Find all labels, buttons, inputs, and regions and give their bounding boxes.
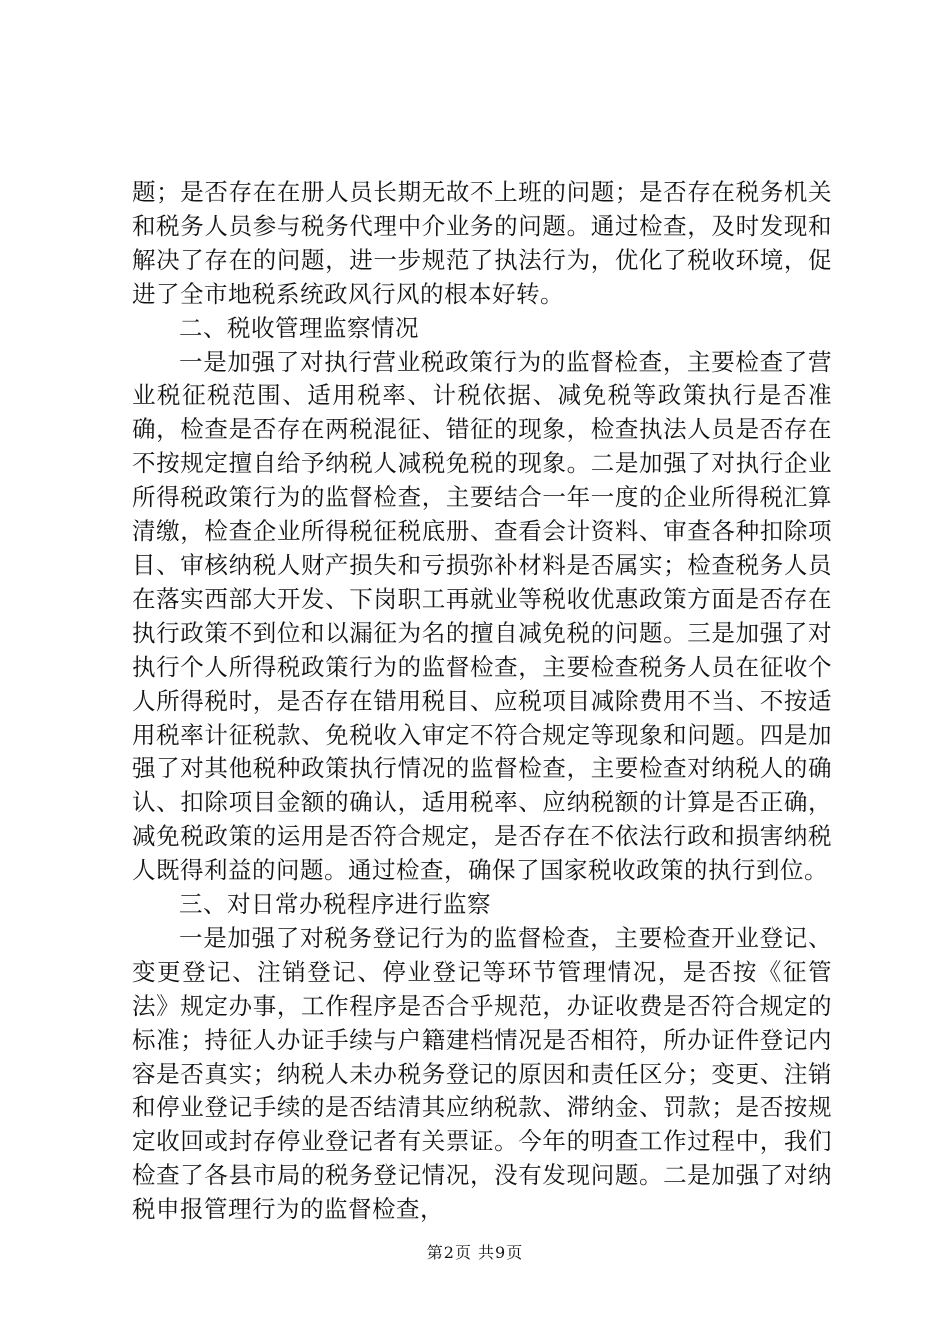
paragraph-tax-procedure: 一是加强了对税务登记行为的监督检查，主要检查开业登记、变更登记、注销登记、停业登记等环节管理情况，是否按《征管法》规定办事，工作程序是否合乎规范，办证收费是否符合规定的标准；持征人办证手续与户籍建档情况是否相符，所办证件登记内容是否真实；纳税人未办税务登记的原因和责任区分；变更、注销和停业登记手续的是否结清其应纳税款、滞纳金、罚款；是否按规定收回或封存停业登记者有关票证。今年的明查工作过程中，我们检查了各县市局的税务登记情况，没有发现问题。二是加强了对纳税申报管理行为的监督检查， xyxy=(132,923,832,1224)
section-heading-tax-management: 二、税收管理监察情况 xyxy=(179,313,419,342)
document-body xyxy=(132,176,832,1227)
page-number-footer: 第2页 共9页 xyxy=(426,1243,524,1262)
paragraph-continuation: 题；是否存在在册人员长期无故不上班的问题；是否存在税务机关和税务人员参与税务代理中介业务的问题。通过检查，及时发现和解决了存在的问题，进一步规范了执法行为，优化了税收环境，促进了全市地税系统政风行风的根本好转。 xyxy=(132,178,832,308)
paragraph-tax-management: 一是加强了对执行营业税政策行为的监督检查，主要检查了营业税征税范围、适用税率、计税依据、减免税等政策执行是否准确，检查是否存在两税混征、错征的现象，检查执法人员是否存在不按规定擅自给予纳税人减税免税的现象。二是加强了对执行企业所得税政策行为的监督检查，主要结合一年一度的企业所得税汇算清缴，检查企业所得税征税底册、查看会计资料、审查各种扣除项目、审核纳税人财产损失和亏损弥补材料是否属实；检查税务人员在落实西部大开发、下岗职工再就业等税收优惠政策方面是否存在执行政策不到位和以漏征为名的擅自减免税的问题。三是加强了对执行个人所得税政策行为的监督检查，主要检查税务人员在征收个人所得税时，是否存在错用税目、应税项目减除费用不当、不按适用税率计征税款、免税收入审定不符合规定等现象和问题。四是加强了对其他税种政策执行情况的监督检查，主要检查对纳税人的确认、扣除项目金额的确认，适用税率、应纳税额的计算是否正确，减免税政策的运用是否符合规定，是否存在不依法行政和损害纳税人既得利益的问题。通过检查，确保了国家税收政策的执行到位。 xyxy=(132,347,832,885)
section-heading-tax-procedure: 三、对日常办税程序进行监察 xyxy=(179,890,491,919)
